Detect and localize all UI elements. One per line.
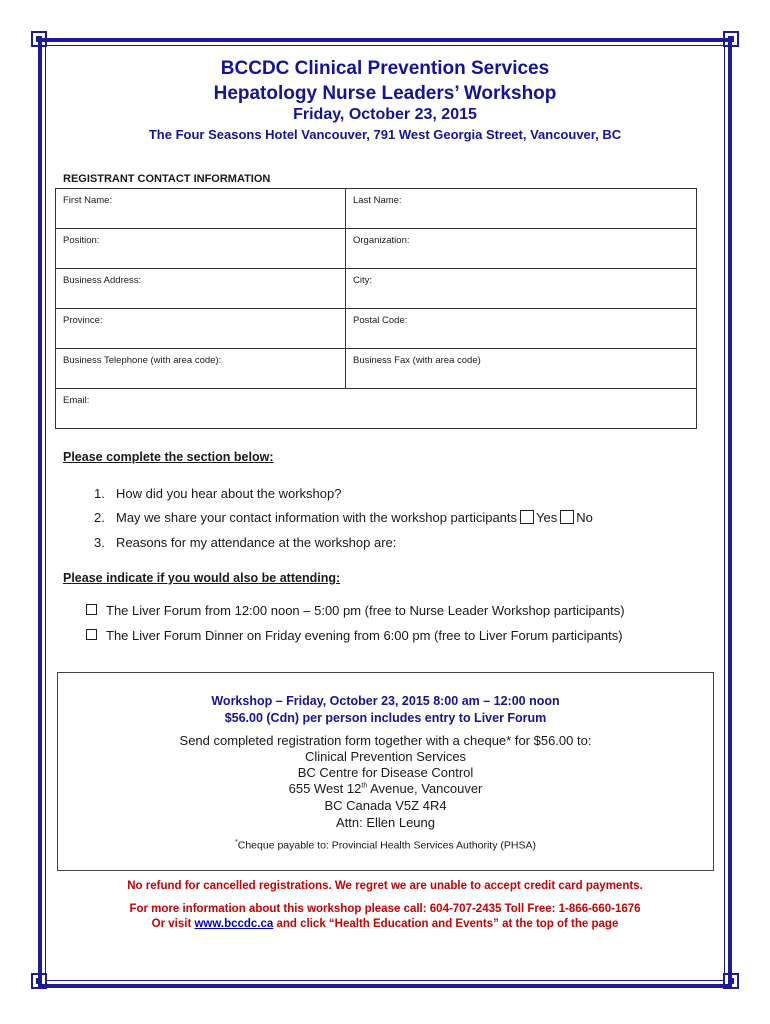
province-field[interactable] [56,309,346,349]
website-prefix: Or visit [151,918,195,930]
question-1-text: How did you hear about the workshop? [116,486,342,501]
email-field[interactable] [56,389,697,429]
business-fax-field[interactable] [346,349,697,389]
business-fax-label: Business Fax (with area code) [353,355,481,366]
event-date: Friday, October 23, 2015 [293,106,477,123]
cheque-note [57,839,714,852]
mail-address-line-4: BC Canada V5Z 4R4 [324,798,447,813]
cheque-note-star: * [235,839,238,846]
mail-address-line-1: Clinical Prevention Services [304,749,467,764]
business-address-field[interactable] [56,269,346,309]
dinner-checkbox[interactable] [86,629,97,640]
page-title: BCCDC Clinical Prevention Services [220,58,550,79]
attending-option-dinner [86,628,623,643]
share-no-checkbox[interactable] [560,510,574,524]
share-no-label: No [576,510,593,525]
dinner-option-text: The Liver Forum Dinner on Friday evening from 6:00 pm (free to Liver Forum participants) [106,628,623,643]
website-info [0,918,770,930]
postal-code-field[interactable] [346,309,697,349]
corner-ornament-icon [723,973,739,989]
business-telephone-label: Business Telephone (with area code): [63,355,222,366]
share-yes-label: Yes [536,510,558,525]
payment-workshop-time: Workshop – Friday, October 23, 2015 8:00 am – 12:00 noon [211,694,560,708]
question-2 [94,510,593,525]
share-yes-checkbox[interactable] [520,510,534,524]
questions-section-title: Please complete the section below: [63,450,274,464]
corner-ornament-icon [31,973,688,989]
cheque-note-text: Cheque payable to: Provincial Health Services Authority (PHSA) [237,839,536,852]
province-label: Province: [63,315,103,326]
position-field[interactable] [56,229,346,269]
question-2-text: May we share your contact information with the workshop participants [116,510,518,525]
corner-ornament-icon [31,31,47,47]
forum-checkbox[interactable] [86,604,97,615]
city-field[interactable] [346,269,697,309]
postal-code-label: Postal Code: [353,315,408,326]
city-label: City: [353,275,372,286]
contact-info: For more information about this workshop please call: 604-707-2435 Toll Free: 1-866-660-1676 [129,903,641,915]
business-telephone-field[interactable] [56,349,346,389]
payment-price: $56.00 (Cdn) per person includes entry to Liver Forum [224,711,547,725]
bccdc-link[interactable]: www.bccdc.ca [194,918,274,930]
mail-address-line-2: BC Centre for Disease Control [297,765,474,780]
position-label: Position: [63,235,100,246]
question-3 [94,535,396,550]
question-2-number: 2. [94,510,105,525]
business-address-label: Business Address: [63,275,142,286]
website-suffix: and click “Health Education and Events” at the top of the page [273,918,619,930]
question-1-number: 1. [94,486,105,501]
forum-option-text: The Liver Forum from 12:00 noon – 5:00 pm (free to Nurse Leader Workshop participants) [106,603,625,618]
mail-address-city: Avenue, Vancouver [367,781,483,796]
first-name-field[interactable] [56,189,346,229]
last-name-field[interactable] [346,189,697,229]
corner-ornament-icon [723,31,739,47]
mail-address-line-3 [57,781,714,796]
registrant-heading: REGISTRANT CONTACT INFORMATION [63,173,271,185]
workshop-title: Hepatology Nurse Leaders’ Workshop [213,83,557,104]
organization-label: Organization: [353,235,410,246]
question-3-text: Reasons for my attendance at the workshop are: [116,535,397,550]
mail-address-ordinal: th [361,782,368,790]
mail-address-attn: Attn: Ellen Leung [335,815,436,830]
organization-field[interactable] [346,229,697,269]
refund-notice: No refund for cancelled registrations. We regret we are unable to accept credit card payments. [127,880,643,892]
mail-address-street: 655 West 12 [288,781,362,796]
email-label: Email: [63,395,90,406]
payment-instructions: Send completed registration form together with a cheque* for $56.00 to: [179,733,592,748]
last-name-label: Last Name: [353,195,402,206]
first-name-label: First Name: [63,195,113,206]
question-3-number: 3. [94,535,105,550]
attending-section-title: Please indicate if you would also be attending: [63,571,341,585]
registrant-form-table [55,188,697,429]
attending-option-forum [86,603,625,618]
question-1 [94,486,341,501]
event-venue: The Four Seasons Hotel Vancouver, 791 West Georgia Street, Vancouver, BC [148,127,622,142]
